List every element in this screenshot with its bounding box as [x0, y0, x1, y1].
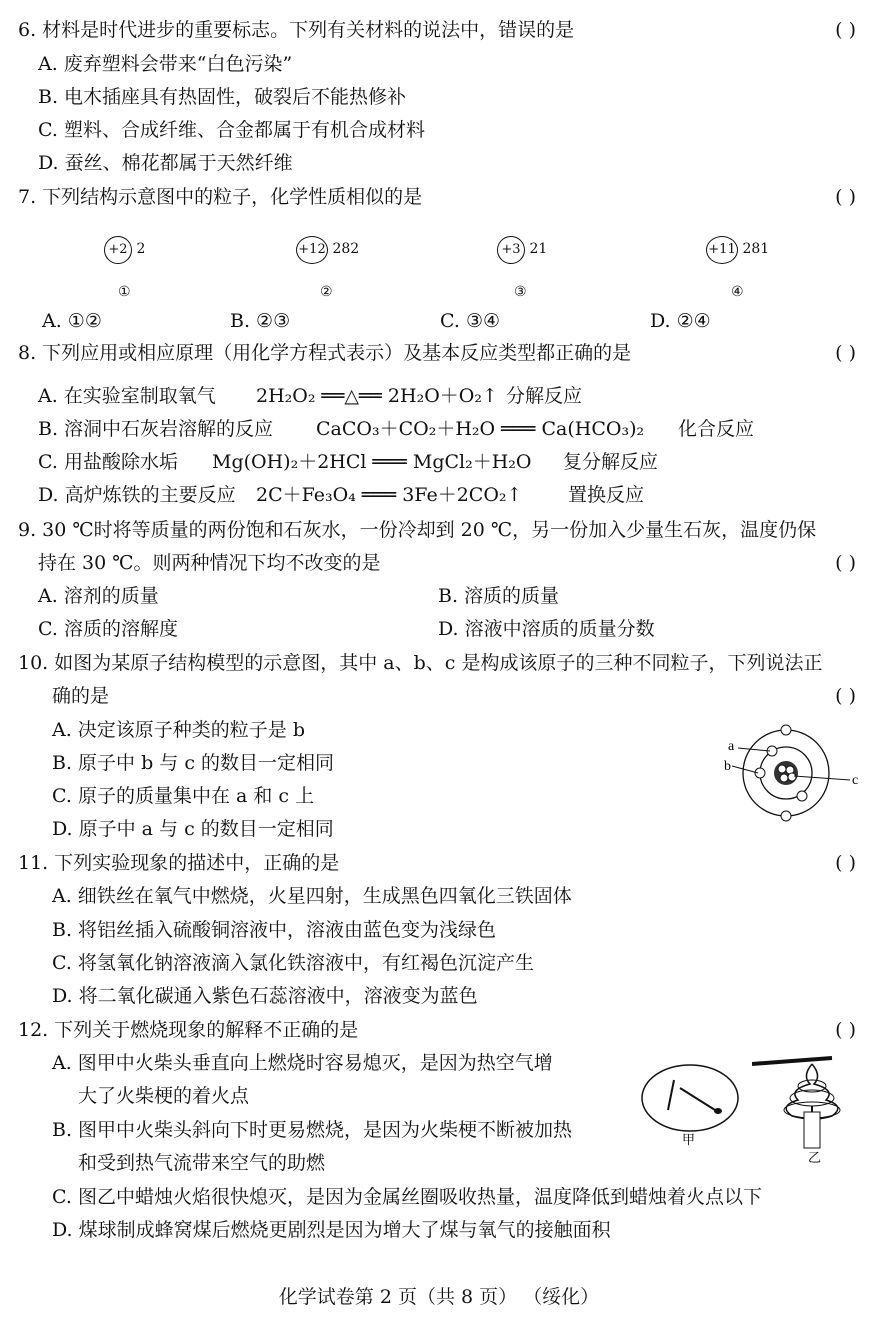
- q6-option-c: C. 塑料、合成纤维、合金都属于有机合成材料: [38, 119, 425, 141]
- q12-option-c: C. 图乙中蜡烛火焰很快熄灭，是因为金属丝圈吸收热量，温度降低到蜡烛着火点以下: [52, 1186, 762, 1208]
- q6-option-d: D. 蚕丝、棉花都属于天然纤维: [38, 152, 293, 174]
- label-yi: 乙: [808, 1150, 822, 1165]
- label-c: c: [852, 773, 859, 788]
- option-equation: Mg(OH)₂＋2HCl ═══ MgCl₂＋H₂O: [212, 451, 532, 473]
- q10-paren: ( ): [835, 685, 856, 707]
- nucleus: +3: [497, 236, 525, 264]
- option-text: C. 用盐酸除水垢: [38, 451, 178, 473]
- q10-option-b: B. 原子中 b 与 c 的数目一定相同: [52, 752, 335, 774]
- q7-stem: 7. 下列结构示意图中的粒子，化学性质相似的是: [18, 186, 423, 208]
- q7-paren: ( ): [835, 186, 856, 208]
- reaction-type: 复分解反应: [563, 451, 659, 473]
- reaction-type: 置换反应: [568, 484, 645, 506]
- nucleus: +11: [706, 236, 738, 264]
- q10-stem-line2: 确的是: [52, 685, 110, 707]
- figure-jia-match: [640, 1058, 740, 1148]
- q12-option-b-cont: 和受到热气流带来空气的助燃: [78, 1152, 326, 1174]
- atom-diagram-1: [104, 236, 145, 264]
- q10-option-a: A. 决定该原子种类的粒子是 b: [52, 719, 306, 741]
- option-equation: 2C＋Fe₃O₄ ═══ 3Fe＋2CO₂↑: [256, 484, 523, 506]
- q9-option-a: A. 溶剂的质量: [38, 585, 159, 607]
- q11-option-b: B. 将铝丝插入硫酸铜溶液中，溶液由蓝色变为浅绿色: [52, 919, 497, 941]
- diagram-label-3: ③: [514, 284, 527, 300]
- q7-option-d: D. ②④: [650, 310, 711, 332]
- diagram-label-4: ④: [731, 284, 744, 300]
- q12-stem: 12. 下列关于燃烧现象的解释不正确的是: [18, 1019, 359, 1041]
- q8-option-d: [38, 478, 878, 512]
- q7-option-c: C. ③④: [440, 310, 501, 332]
- q9-stem-line1: 9. 30 ℃时将等质量的两份饱和石灰水，一份冷却到 20 ℃，另一份加入少量生石灰，温度仍保: [18, 519, 817, 541]
- q10-option-c: C. 原子的质量集中在 a 和 c 上: [52, 785, 315, 807]
- q6-paren: ( ): [835, 19, 856, 41]
- option-equation: 2H₂O₂ ══△══ 2H₂O＋O₂↑: [256, 385, 498, 407]
- q12-paren: ( ): [835, 1019, 856, 1041]
- q7-option-b: B. ②③: [230, 310, 291, 332]
- option-equation: CaCO₃＋CO₂＋H₂O ═══ Ca(HCO₃)₂: [316, 418, 645, 440]
- q6-stem: 6. 材料是时代进步的重要标志。下列有关材料的说法中，错误的是: [18, 19, 575, 41]
- q8-option-b: [38, 412, 878, 446]
- q11-option-c: C. 将氢氧化钠溶液滴入氯化铁溶液中，有红褐色沉淀产生: [52, 952, 534, 974]
- q11-stem: 11. 下列实验现象的描述中，正确的是: [18, 852, 340, 874]
- q12-option-b: B. 图甲中火柴头斜向下时更易燃烧，是因为火柴梗不断被加热: [52, 1119, 573, 1141]
- label-b: b: [724, 759, 731, 774]
- q11-paren: ( ): [835, 852, 856, 874]
- shell-electrons: 21: [529, 241, 548, 257]
- reaction-type: 化合反应: [678, 418, 755, 440]
- atom-diagram-3: [497, 236, 547, 264]
- q8-stem: 8. 下列应用或相应原理（用化学方程式表示）及基本反应类型都正确的是: [18, 342, 632, 364]
- q12-option-a: A. 图甲中火柴头垂直向上燃烧时容易熄灭，是因为热空气增: [52, 1052, 553, 1074]
- q11-option-a: A. 细铁丝在氧气中燃烧，火星四射，生成黑色四氧化三铁固体: [52, 885, 572, 907]
- shell-electrons: 282: [332, 241, 360, 257]
- q10-stem-line1: 10. 如图为某原子结构模型的示意图，其中 a、b、c 是构成该原子的三种不同粒子，下列说法正: [18, 652, 823, 674]
- reaction-type: 分解反应: [506, 385, 583, 407]
- q11-option-d: D. 将二氧化碳通入紫色石蕊溶液中，溶液变为蓝色: [52, 985, 478, 1007]
- shell-electrons: 281: [742, 241, 770, 257]
- atom-model-diagram: [724, 718, 864, 828]
- q8-paren: ( ): [835, 342, 856, 364]
- nucleus: +2: [104, 236, 132, 264]
- diagram-label-1: ①: [118, 284, 131, 300]
- label-a: a: [728, 739, 735, 754]
- q10-option-d: D. 原子中 a 与 c 的数目一定相同: [52, 818, 334, 840]
- figure-yi-candle: [752, 1056, 862, 1166]
- shell-electrons: 2: [136, 241, 146, 257]
- nucleus: +12: [296, 236, 328, 264]
- page-footer: 化学试卷第 2 页（共 8 页） （绥化）: [278, 1286, 600, 1308]
- atom-diagram-4: [706, 236, 769, 264]
- q9-option-c: C. 溶质的溶解度: [38, 618, 178, 640]
- option-text: A. 在实验室制取氧气: [38, 385, 216, 407]
- option-text: B. 溶洞中石灰岩溶解的反应: [38, 418, 274, 440]
- q8-option-c: [38, 445, 878, 479]
- diagram-label-2: ②: [320, 284, 333, 300]
- q9-paren: ( ): [835, 552, 856, 574]
- q9-option-d: D. 溶液中溶质的质量分数: [438, 618, 655, 640]
- q8-option-a: [38, 379, 878, 413]
- atom-diagram-2: [296, 236, 359, 264]
- q9-stem-line2: 持在 30 ℃。则两种情况下均不改变的是: [38, 552, 381, 574]
- q6-option-b: B. 电木插座具有热固性，破裂后不能热修补: [38, 86, 407, 108]
- q12-option-a-cont: 大了火柴梗的着火点: [78, 1085, 250, 1107]
- q7-option-a: A. ①②: [42, 310, 102, 332]
- q9-option-b: B. 溶质的质量: [438, 585, 560, 607]
- q12-option-d: D. 煤球制成蜂窝煤后燃烧更剧烈是因为增大了煤与氧气的接触面积: [52, 1219, 611, 1241]
- option-text: D. 高炉炼铁的主要反应: [38, 484, 236, 506]
- label-jia: 甲: [682, 1132, 696, 1147]
- q6-option-a: A. 废弃塑料会带来“白色污染”: [38, 53, 293, 75]
